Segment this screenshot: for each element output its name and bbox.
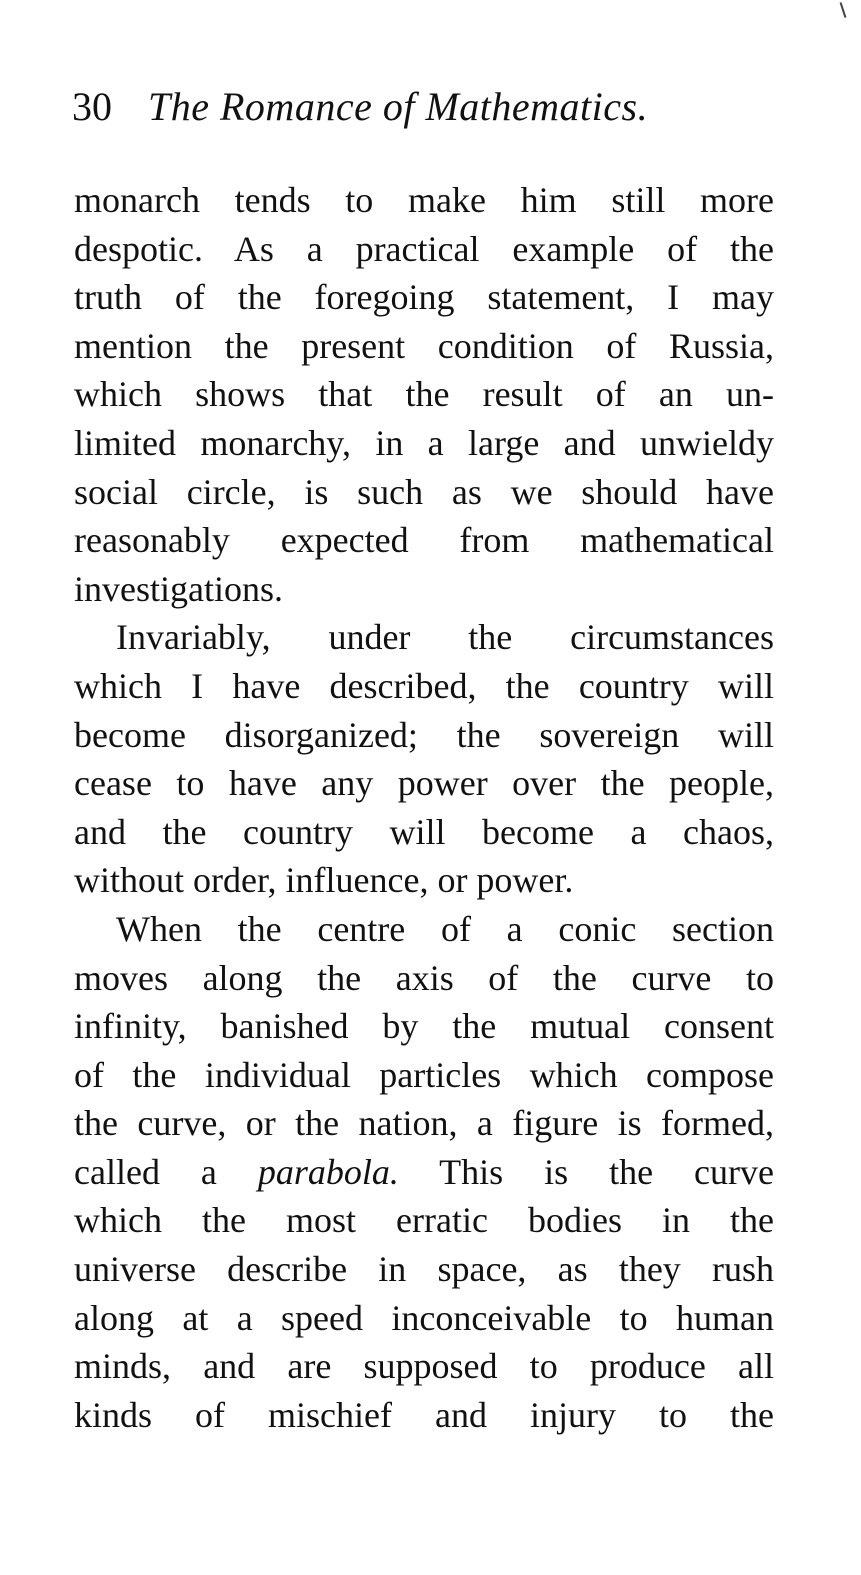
text-line: of the individual particles which compose <box>74 1054 774 1095</box>
text-line: along at a speed inconceivable to human <box>74 1297 774 1338</box>
text-line: universe describe in space, as they rush <box>74 1249 774 1290</box>
text-line: reasonably expected from mathematical <box>74 520 774 561</box>
text-line: mention the present condition of Russia, <box>74 325 774 366</box>
text-line: become disorganized; the sovereign will <box>74 714 774 755</box>
text-line: which shows that the result of an un- <box>74 374 774 415</box>
text-line-with-italic <box>74 1148 774 1197</box>
text-line: infinity, banished by the mutual consent <box>74 1006 774 1047</box>
text-line: and the country will become a chaos, <box>74 811 774 852</box>
text-line: cease to have any power over the people, <box>74 763 774 804</box>
text-line: without order, influence, or power. <box>74 860 574 901</box>
text-line: the curve, or the nation, a figure is formed, <box>74 1103 774 1144</box>
text-line: social circle, is such as we should have <box>74 471 774 512</box>
running-title: The Romance of Mathematics. <box>148 84 649 129</box>
text-fragment: This is the curve <box>398 1151 774 1192</box>
text-line: monarch tends to make him still more <box>74 180 774 220</box>
page-number: 30 <box>72 84 112 129</box>
text-line: which I have described, the country will <box>74 665 774 706</box>
text-line: truth of the foregoing statement, I may <box>74 277 774 318</box>
stray-ink-mark <box>840 2 847 18</box>
italic-term-parabola: parabola. <box>257 1151 399 1192</box>
text-line: Invariably, under the circumstances <box>116 617 774 658</box>
text-line: which the most erratic bodies in the <box>74 1200 774 1241</box>
text-line: investigations. <box>74 568 283 609</box>
text-line: despotic. As a practical example of the <box>74 228 774 269</box>
text-line: moves along the axis of the curve to <box>74 957 774 998</box>
text-line: kinds of mischief and injury to the <box>74 1394 774 1435</box>
body-text <box>74 176 774 1439</box>
text-fragment: called a <box>74 1151 258 1192</box>
text-line: minds, and are supposed to produce all <box>74 1346 774 1387</box>
text-line: When the centre of a conic section <box>116 908 774 949</box>
text-line: limited monarchy, in a large and unwieldy <box>74 422 774 463</box>
page-header <box>72 82 712 132</box>
